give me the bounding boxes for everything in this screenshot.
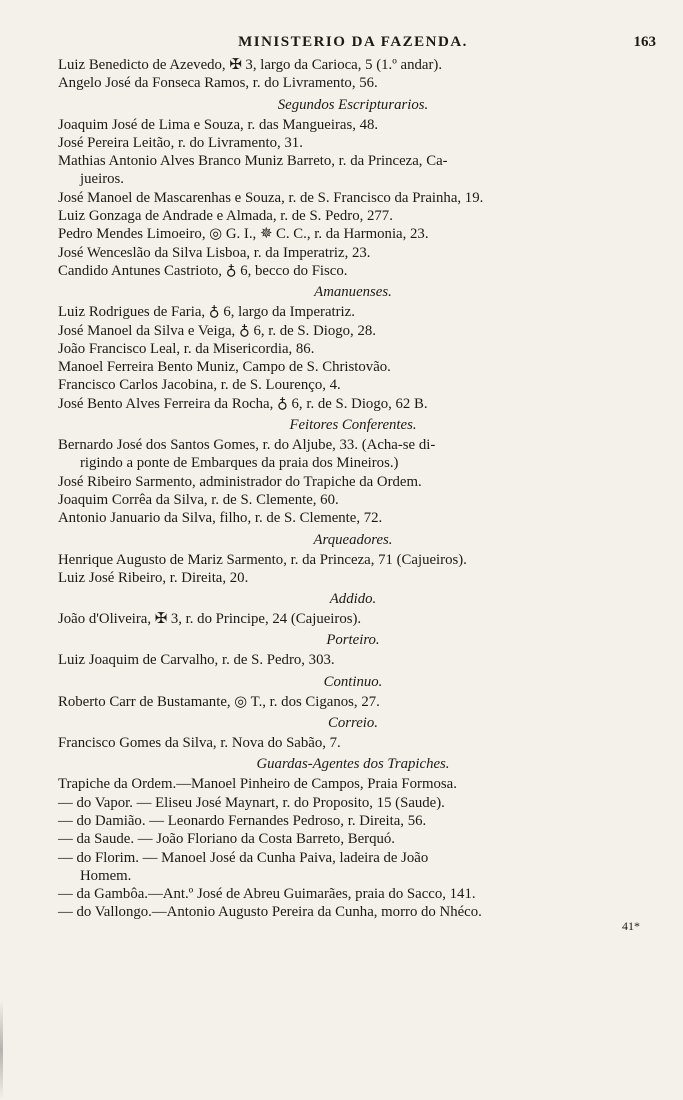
document-page [58,34,656,933]
section-heading: Guardas-Agentes dos Trapiches. [256,756,450,773]
signature-mark: 41* [622,918,640,933]
page-number: 163 [633,34,656,50]
list-item: Luiz José Ribeiro, r. Direita, 20. [58,569,249,586]
section-heading: Porteiro. [326,632,380,649]
binding-edge-shadow [0,1000,3,1100]
list-item: Luiz Benedicto de Azevedo, ✠ 3, largo da Carioca, 5 (1.º andar). [58,57,443,73]
list-item: João Francisco Leal, r. da Misericordia, 86. [58,340,315,357]
page-header [58,34,656,56]
list-item: — do Vapor. — Eliseu José Maynart, r. do Proposito, 15 (Saude). [58,794,445,811]
section-heading: Feitores Conferentes. [289,417,417,434]
list-item: Joaquim Corrêa da Silva, r. de S. Clemente, 60. [58,491,339,508]
list-item: — da Gambôa.—Ant.º José de Abreu Guimarães, praia do Sacco, 141. [58,886,476,903]
list-item: Mathias Antonio Alves Branco Muniz Barreto, r. da Princeza, Ca- [58,153,448,170]
list-item: — do Florim. — Manoel José da Cunha Paiva, ladeira de João [58,849,429,866]
list-item: — da Saude. — João Floriano da Costa Barreto, Berquó. [58,831,395,848]
list-item: Francisco Carlos Jacobina, r. de S. Lourenço, 4. [58,377,341,394]
list-item: José Manoel de Mascarenhas e Souza, r. de S. Francisco da Prainha, 19. [58,189,484,206]
list-item-continuation: jueiros. [80,171,124,188]
section-heading: Continuo. [323,673,383,690]
list-item: José Manoel da Silva e Veiga, ♁ 6, r. de S. Diogo, 28. [58,322,376,339]
list-item: Pedro Mendes Limoeiro, ◎ G. I., ✵ C. C., r. da Harmonia, 23. [58,226,429,243]
list-item-continuation: rigindo a ponte de Embarques da praia dos Mineiros.) [80,455,399,472]
list-item: José Pereira Leitão, r. do Livramento, 31. [58,134,303,151]
section-heading: Segundos Escripturarios. [277,96,429,113]
list-item: José Bento Alves Ferreira da Rocha, ♁ 6, r. de S. Diogo, 62 B. [58,395,428,412]
list-item: — do Vallongo.—Antonio Augusto Pereira da Cunha, morro do Nhéco. [58,904,482,921]
list-item: Francisco Gomes da Silva, r. Nova do Sabão, 7. [58,735,341,752]
list-item-continuation: Homem. [80,867,132,884]
section-heading: Addido. [329,591,377,608]
list-item: João d'Oliveira, ✠ 3, r. do Principe, 24 (Cajueiros). [58,611,362,628]
list-item: José Ribeiro Sarmento, administrador do Trapiche da Ordem. [58,473,422,490]
list-item: Luiz Rodrigues de Faria, ♁ 6, largo da Imperatriz. [58,304,355,321]
list-item: — do Damião. — Leonardo Fernandes Pedroso, r. Direita, 56. [58,812,427,829]
list-item: Henrique Augusto de Mariz Sarmento, r. da Princeza, 71 (Cajueiros). [58,551,467,568]
list-item: Luiz Joaquim de Carvalho, r. de S. Pedro, 303. [58,652,335,669]
section-heading: Amanuenses. [314,284,392,301]
list-item: Trapiche da Ordem.—Manoel Pinheiro de Campos, Praia Formosa. [58,776,457,793]
list-item: José Wenceslão da Silva Lisboa, r. da Imperatriz, 23. [58,244,371,261]
page-title: MINISTERIO DA FAZENDA. [238,34,468,50]
list-item: Joaquim José de Lima e Souza, r. das Mangueiras, 48. [58,116,379,133]
section-heading: Correio. [327,715,378,732]
list-item: Manoel Ferreira Bento Muniz, Campo de S. Christovão. [58,359,391,376]
list-item: Bernardo José dos Santos Gomes, r. do Aljube, 33. (Acha-se di- [58,437,436,454]
list-item: Roberto Carr de Bustamante, ◎ T., r. dos Ciganos, 27. [58,693,380,710]
list-item: Antonio Januario da Silva, filho, r. de S. Clemente, 72. [58,510,383,527]
section-heading: Arqueadores. [313,531,393,548]
list-item: Angelo José da Fonseca Ramos, r. do Livramento, 56. [58,75,378,92]
list-item: Luiz Gonzaga de Andrade e Almada, r. de S. Pedro, 277. [58,208,393,225]
list-item: Candido Antunes Castrioto, ♁ 6, becco do Fisco. [58,262,348,279]
